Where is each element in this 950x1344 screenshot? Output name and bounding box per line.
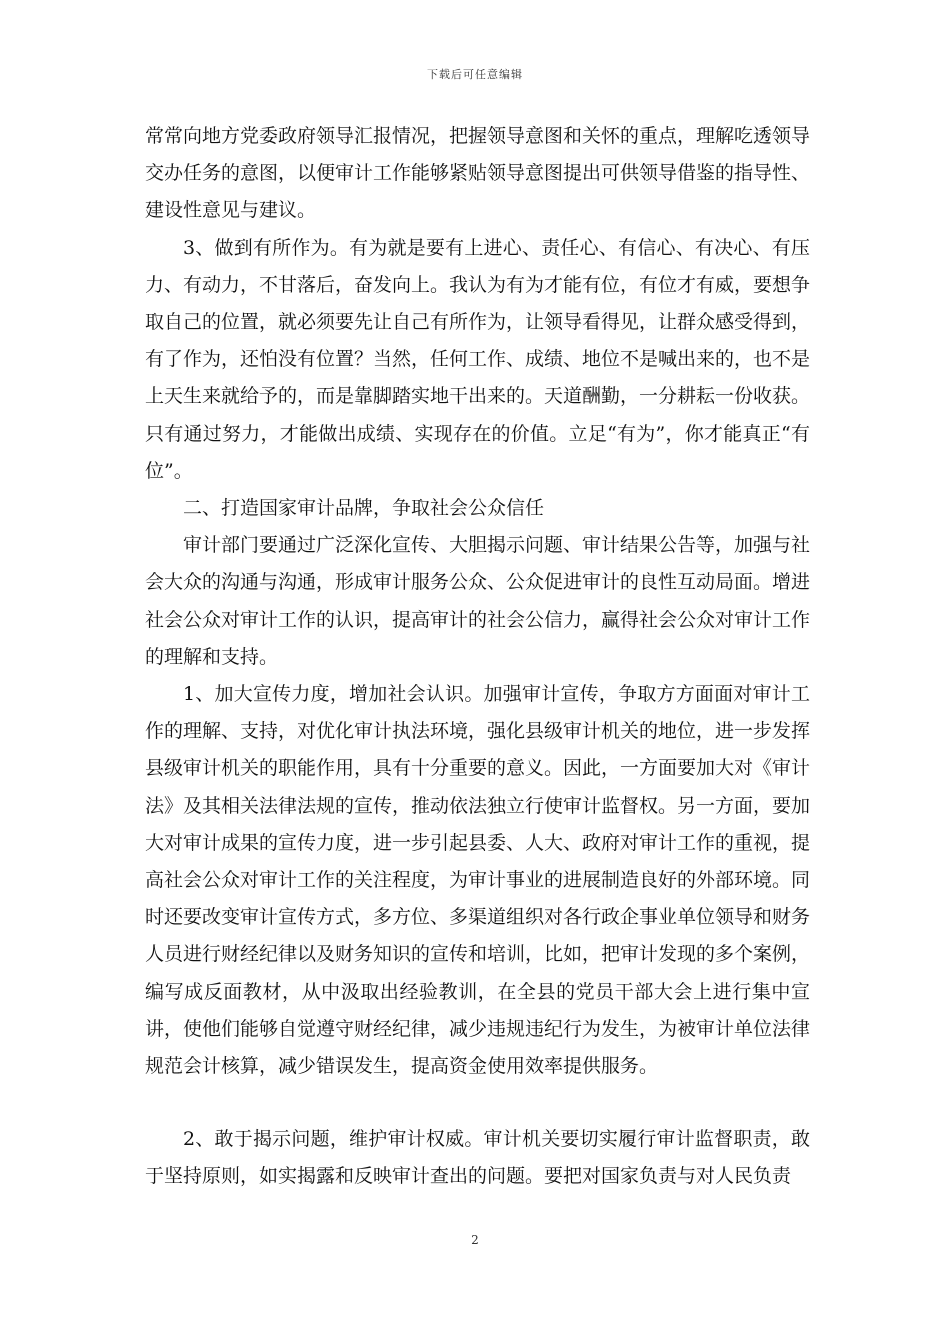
page-number: 2 <box>471 1233 479 1247</box>
paragraph-section-intro: 审计部门要通过广泛深化宣传、大胆揭示问题、审计结果公告等，加强与社会大众的沟通与沟通，形成审计服务公众、公众促进审计的良性互动局面。增进社会公众对审计工作的认识，提高审计的社会公信力，赢得社会公众对审计工作的理解和支持。 <box>145 534 811 668</box>
paragraph-item-1: 1、加大宣传力度，增加社会认识。加强审计宣传，争取方方面面对审计工作的理解、支持，对优化审计执法环境，强化县级审计机关的地位，进一步发挥县级审计机关的职能作用，具有十分重要的意义。因此，一方面要加大对《审计法》及其相关法律法规的宣传，推动依法独立行使审计监督权。另一方面，要加大对审计成果的宣传力度，进一步引起县委、人大、政府对审计工作的重视，提高社会公众对审计工作的关注程度，为审计事业的进展制造良好的外部环境。同时还要改变审计宣传方式，多方位、多渠道组织对各行政企事业单位领导和财务人员进行财经纪律以及财务知识的宣传和培训，比如，把审计发现的多个案例，编写成反面教材，从中汲取出经验教训，在全县的党员干部大会上进行集中宣讲，使他们能够自觉遵守财经纪律，减少违规违纪行为发生，为被审计单位法律规范会计核算，减少错误发生，提高资金使用效率提供服务。 <box>145 683 811 1078</box>
paragraph-item-2: 2、敢于揭示问题，维护审计权威。审计机关要切实履行审计监督职责，敢于坚持原则，如实揭露和反映审计查出的问题。要把对国家负责与对人民负责 <box>145 1128 810 1188</box>
document-body <box>145 118 810 1196</box>
paragraph-spacer <box>145 1085 810 1121</box>
page-header: 下载后可任意编辑 <box>427 68 523 81</box>
section-heading: 二、打造国家审计品牌，争取社会公众信任 <box>183 497 545 520</box>
paragraph-item-3: 3、做到有所作为。有为就是要有上进心、责任心、有信心、有决心、有压力、有动力，不甘落后，奋发向上。我认为有为才能有位，有位才有威，要想争取自己的位置，就必须要先让自己有所作为，让领导看得见，让群众感受得到，有了作为，还怕没有位置？当然，任何工作、成绩、地位不是喊出来的，也不是上天生来就给予的，而是靠脚踏实地干出来的。天道酬勤，一分耕耘一份收获。只有通过努力，才能做出成绩、实现存在的价值。立足“有为”，你才能真正“有位”。 <box>145 236 811 482</box>
paragraph-continuation: 常常向地方党委政府领导汇报情况，把握领导意图和关怀的重点，理解吃透领导交办任务的意图，以便审计工作能够紧贴领导意图提出可供领导借鉴的指导性、建设性意见与建议。 <box>145 125 811 222</box>
